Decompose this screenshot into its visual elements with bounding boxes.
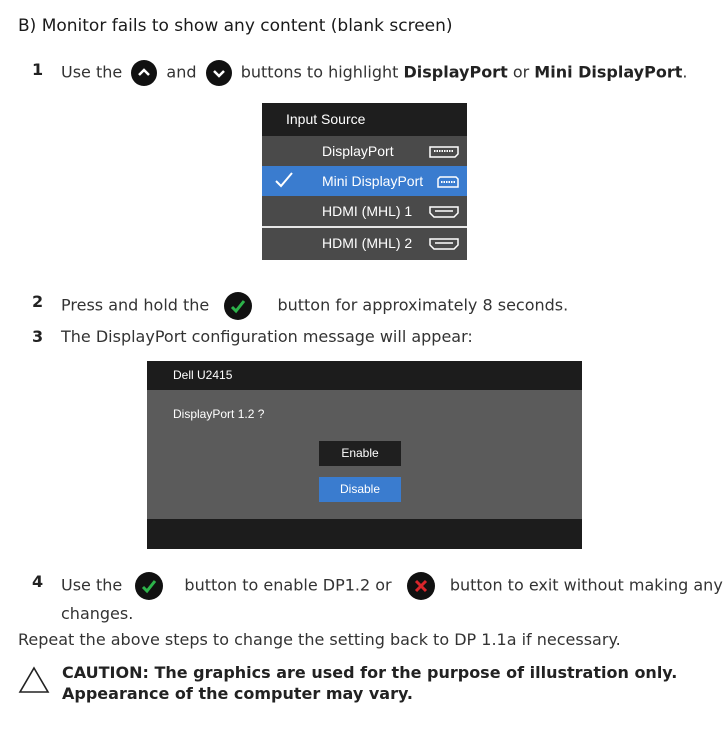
step-1-mini-displayport: Mini DisplayPort	[534, 62, 683, 82]
menu-item-displayport[interactable]	[262, 136, 467, 166]
input-source-title: Input Source	[262, 103, 467, 136]
hdmi-icon	[429, 237, 459, 253]
displayport-config-dialog	[147, 361, 582, 549]
step-4-pre: Use the	[61, 575, 123, 595]
step-1-or: or	[512, 62, 530, 82]
step-2-pre: Press and hold the	[61, 295, 210, 315]
step-4-number: 4	[32, 572, 44, 591]
step-1-post: buttons to highlight	[240, 62, 399, 82]
step-2-post: button for approximately 8 seconds.	[277, 295, 569, 315]
menu-item-mini-displayport[interactable]	[262, 166, 467, 196]
up-button-icon	[131, 60, 157, 86]
dialog-question: DisplayPort 1.2 ?	[173, 407, 265, 421]
menu-item-label: DisplayPort	[322, 143, 394, 159]
menu-item-hdmi-1[interactable]	[262, 196, 467, 226]
checkmark-icon	[274, 170, 294, 193]
menu-item-hdmi-2[interactable]	[262, 228, 467, 258]
step-1-number: 1	[32, 60, 44, 79]
step-4-mid: button to enable DP1.2 or	[184, 575, 392, 595]
step-3-text: The DisplayPort configuration message will appear:	[61, 327, 473, 346]
step-1-mid: and	[166, 62, 197, 82]
check-button-icon	[224, 292, 252, 320]
step-3-number: 3	[32, 327, 44, 346]
down-button-icon	[206, 60, 232, 86]
menu-item-label: HDMI (MHL) 1	[322, 203, 413, 219]
step-2-number: 2	[32, 292, 44, 311]
step-1-end: .	[682, 62, 688, 82]
input-source-menu	[262, 103, 467, 260]
step-4-post: button to exit without making any	[449, 575, 723, 595]
mini-displayport-icon	[437, 175, 459, 191]
step-1-pre: Use the	[61, 62, 123, 82]
enable-button[interactable]: Enable	[319, 441, 401, 466]
menu-item-label: Mini DisplayPort	[322, 173, 424, 189]
step-4-continuation: changes.	[61, 604, 134, 623]
step-4-text	[61, 572, 723, 600]
displayport-icon	[429, 145, 459, 161]
disable-button[interactable]: Disable	[319, 477, 401, 502]
menu-item-label: HDMI (MHL) 2	[322, 235, 413, 251]
dialog-footer	[147, 519, 582, 549]
warning-triangle-icon	[18, 666, 50, 698]
hdmi-icon	[429, 205, 459, 221]
section-heading: B) Monitor fails to show any content (blank screen)	[18, 16, 453, 36]
step-1-text	[61, 60, 687, 86]
dialog-title: Dell U2415	[147, 361, 582, 390]
check-button-icon	[135, 572, 163, 600]
exit-button-icon	[407, 572, 435, 600]
step-2-text	[61, 292, 568, 320]
caution-text: CAUTION: The graphics are used for the purpose of illustration only. Appearance of the computer may vary.	[62, 663, 678, 703]
step-1-displayport: DisplayPort	[403, 62, 508, 82]
repeat-note: Repeat the above steps to change the setting back to DP 1.1a if necessary.	[18, 630, 621, 649]
